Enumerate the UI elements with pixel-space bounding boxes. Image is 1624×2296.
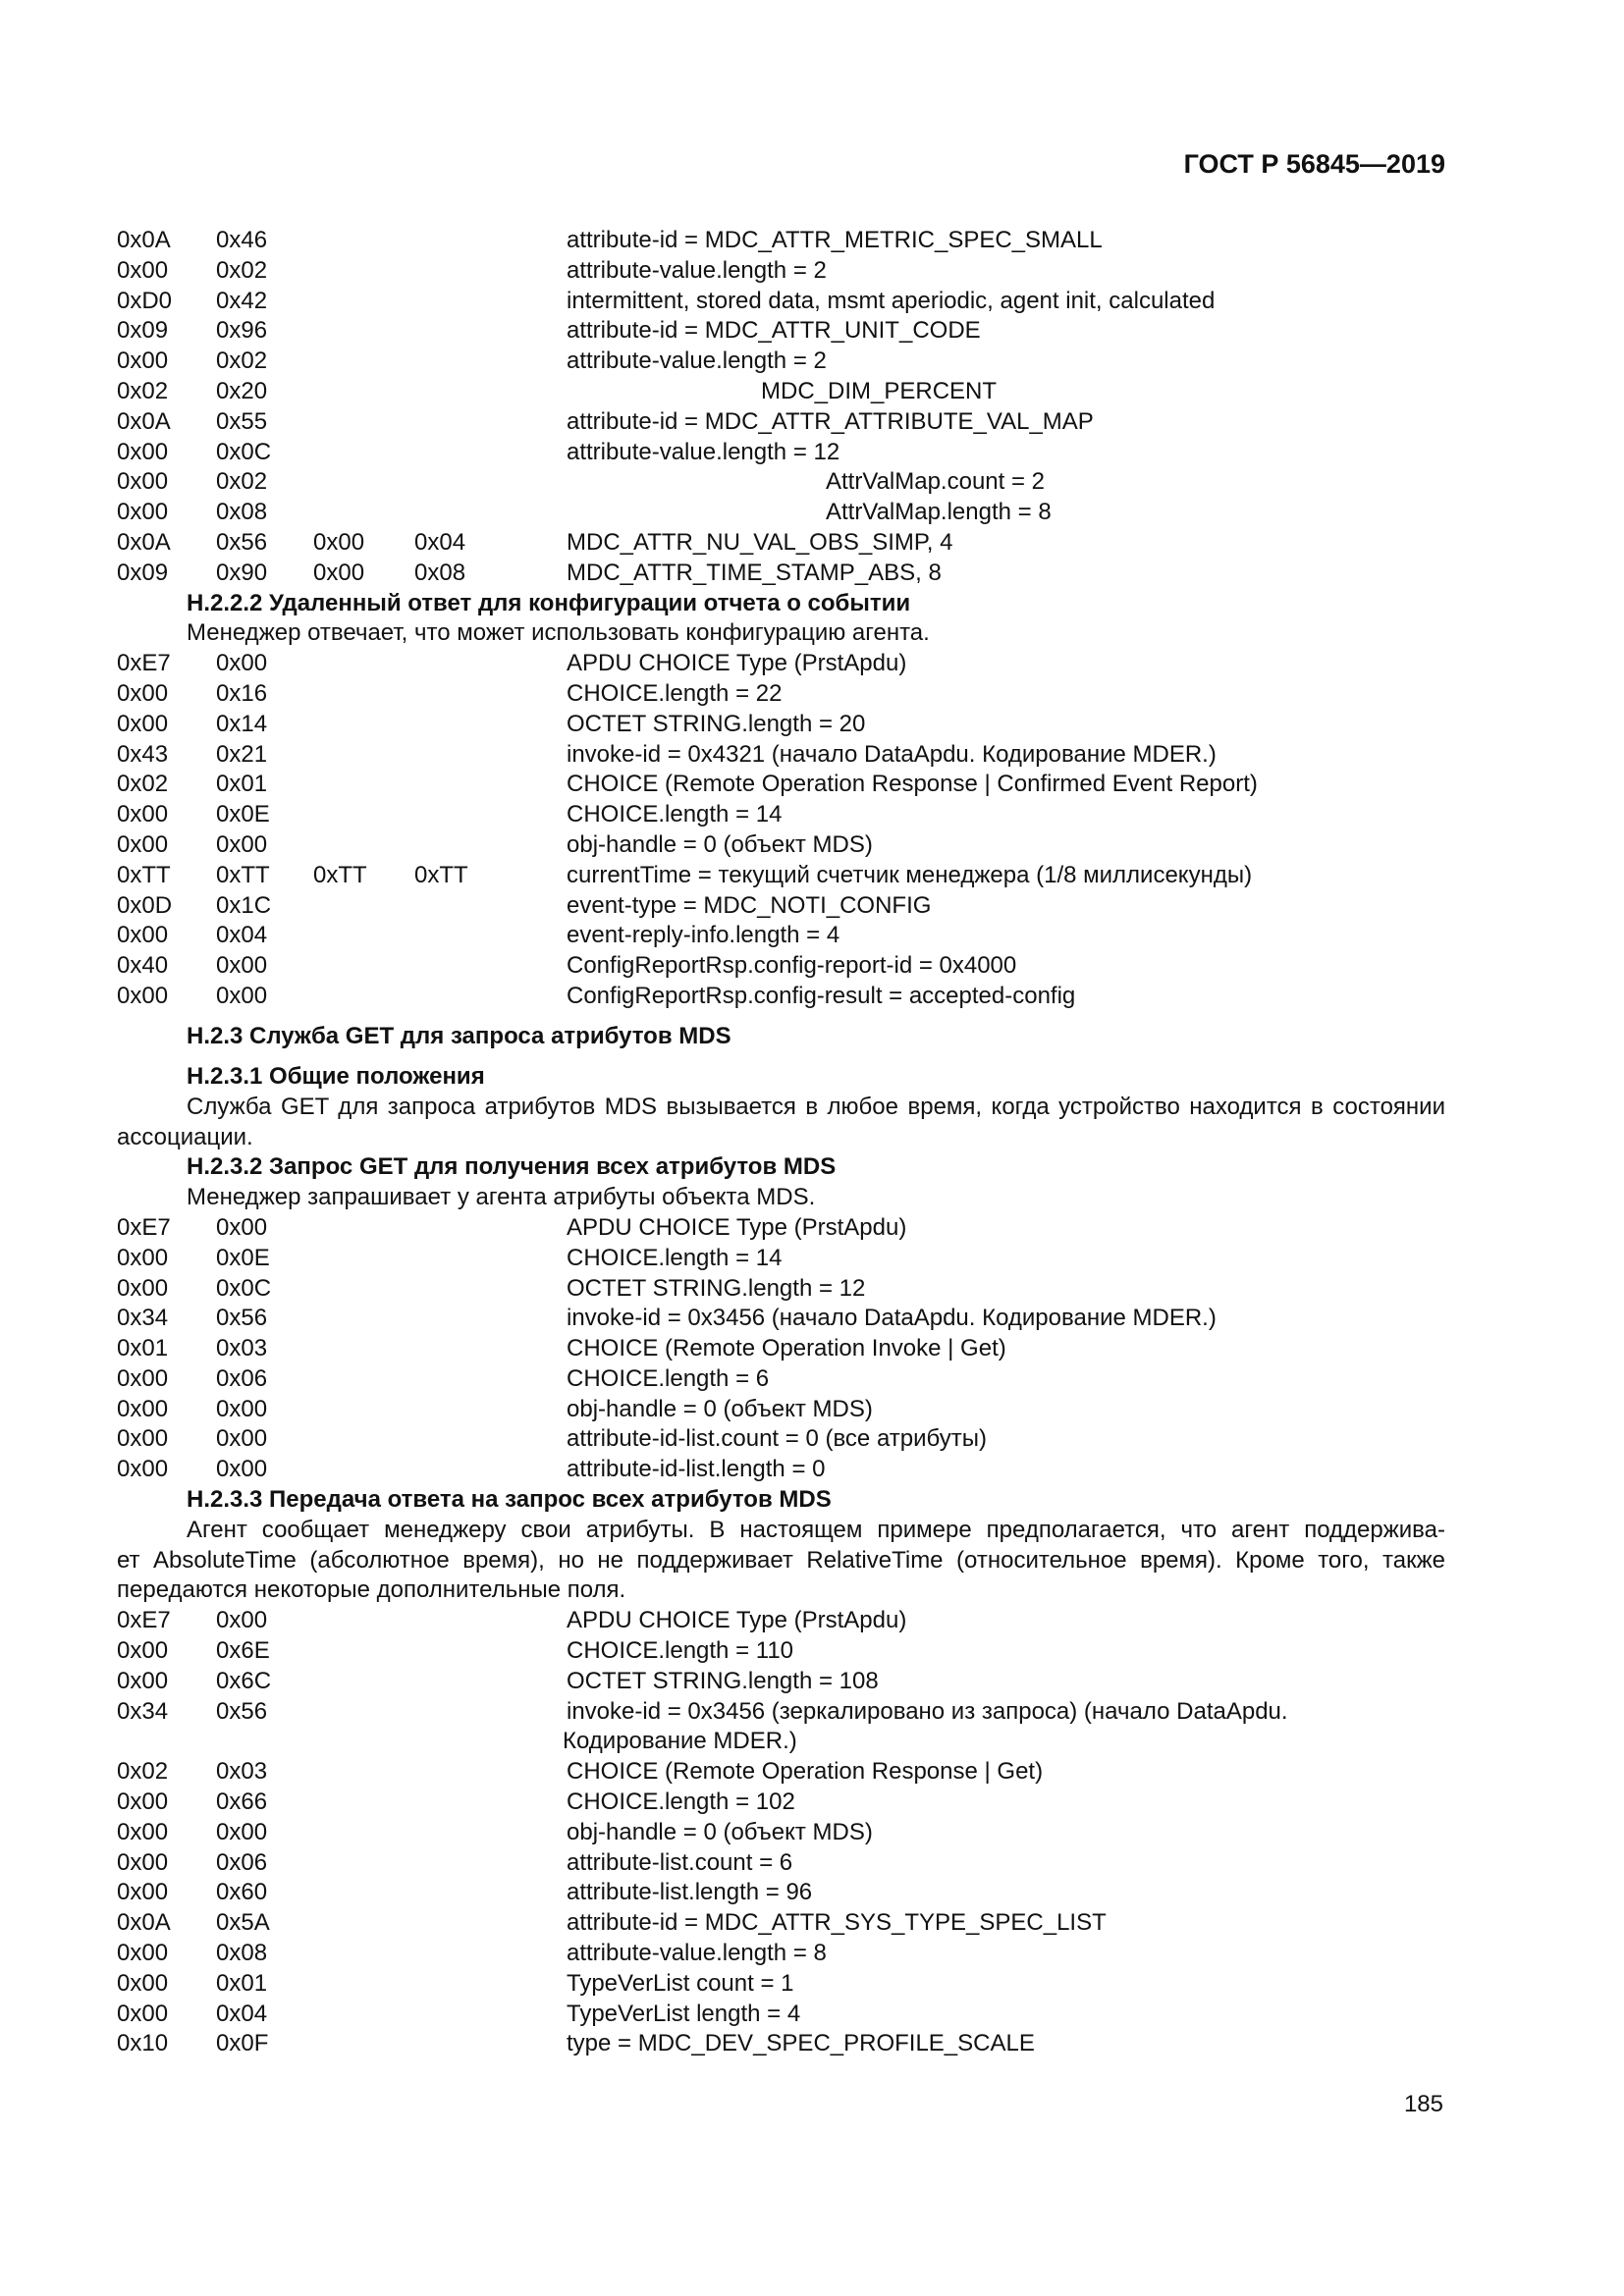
byte-description: attribute-id = MDC_ATTR_UNIT_CODE: [567, 317, 981, 345]
byte-row: [117, 861, 1445, 891]
byte-table-get-response: [117, 1606, 1445, 2059]
byte-2: 0x21: [216, 740, 268, 768]
section-paragraph: [117, 1516, 1445, 1606]
byte-1: 0x00: [117, 1667, 169, 1694]
byte-description: ConfigReportRsp.config-report-id = 0x4000: [567, 952, 1017, 980]
byte-description: MDC_ATTR_TIME_STAMP_ABS, 8: [567, 559, 942, 586]
byte-1: 0x00: [117, 1425, 169, 1453]
byte-row: [117, 438, 1445, 468]
byte-2: 0x00: [216, 650, 268, 677]
byte-2: 0x00: [216, 1456, 268, 1483]
byte-4: 0xTT: [414, 861, 468, 888]
byte-row: [117, 800, 1445, 830]
byte-row: [117, 982, 1445, 1012]
byte-2: 0x0C: [216, 1274, 272, 1302]
byte-1: 0x00: [117, 1395, 169, 1422]
byte-description: APDU CHOICE Type (PrstApdu): [567, 1607, 907, 1634]
byte-2: 0x55: [216, 407, 268, 435]
byte-1: 0x00: [117, 830, 169, 858]
byte-2: 0x00: [216, 982, 268, 1009]
section-heading-h-2-3-2: H.2.3.2 Запрос GET для получения всех атрибутов MDS: [187, 1153, 837, 1181]
byte-description: MDC_DIM_PERCENT: [761, 377, 998, 404]
byte-row: [117, 407, 1445, 438]
byte-2: 0x08: [216, 499, 268, 526]
byte-description: event-reply-info.length = 4: [567, 922, 840, 949]
section-heading-h-2-2-2: H.2.2.2 Удаленный ответ для конфигурации отчета о событии: [187, 589, 911, 616]
byte-2: 0x46: [216, 227, 268, 253]
byte-row: [117, 1424, 1445, 1455]
byte-row: [117, 1606, 1445, 1636]
byte-4: 0x04: [414, 528, 466, 556]
byte-description: ConfigReportRsp.config-result = accepted-config: [567, 982, 1076, 1009]
byte-description: OCTET STRING.length = 108: [567, 1667, 879, 1694]
byte-2: 0x6C: [216, 1667, 272, 1694]
byte-description: event-type = MDC_NOTI_CONFIG: [567, 891, 932, 919]
byte-description: TypeVerList count = 1: [567, 1969, 794, 1997]
byte-2: 0x42: [216, 287, 268, 314]
byte-1: 0xTT: [117, 861, 171, 888]
byte-row: [117, 1274, 1445, 1305]
byte-1: 0x00: [117, 1969, 169, 1997]
byte-description: CHOICE.length = 14: [567, 801, 783, 828]
byte-row: [117, 1788, 1445, 1818]
byte-1: 0x00: [117, 1244, 169, 1271]
byte-2: 0x1C: [216, 891, 272, 919]
byte-row: [117, 1304, 1445, 1334]
byte-1: 0x00: [117, 1456, 169, 1483]
byte-row: [117, 830, 1445, 861]
paragraph-line: Служба GET для запроса атрибутов MDS вызывается в любое время, когда устройство находится в состоянии: [187, 1093, 1445, 1120]
byte-2: 0x06: [216, 1364, 268, 1392]
byte-1: 0x40: [117, 952, 169, 980]
byte-description: attribute-value.length = 8: [567, 1940, 827, 1967]
byte-2: 0x00: [216, 1818, 268, 1845]
byte-row: [117, 1213, 1445, 1244]
byte-description: OCTET STRING.length = 12: [567, 1274, 866, 1302]
byte-row: [117, 1878, 1445, 1908]
byte-description: CHOICE.length = 22: [567, 679, 783, 707]
byte-1: 0xE7: [117, 650, 171, 677]
byte-2: 0x04: [216, 2000, 268, 2027]
byte-row: [117, 498, 1445, 528]
byte-description: attribute-id = MDC_ATTR_ATTRIBUTE_VAL_MAP: [567, 407, 1094, 435]
byte-2: 0x00: [216, 1607, 268, 1634]
byte-row: [117, 1364, 1445, 1395]
byte-2: 0x56: [216, 1697, 268, 1725]
byte-description: invoke-id = 0x3456 (зеркалировано из запроса) (начало DataApdu.: [567, 1697, 1288, 1725]
byte-description: type = MDC_DEV_SPEC_PROFILE_SCALE: [567, 2030, 1035, 2057]
byte-1: 0x02: [117, 771, 169, 798]
byte-2: 0x00: [216, 830, 268, 858]
byte-row: [117, 1757, 1445, 1788]
byte-1: 0x34: [117, 1697, 169, 1725]
byte-description: CHOICE (Remote Operation Invoke | Get): [567, 1335, 1006, 1362]
byte-2: 0x56: [216, 528, 268, 556]
byte-1: 0x00: [117, 1789, 169, 1816]
byte-row: [117, 1667, 1445, 1697]
byte-description: CHOICE (Remote Operation Response | Confirmed Event Report): [567, 771, 1258, 798]
byte-1: 0x43: [117, 740, 169, 768]
paragraph-line: ет AbsoluteTime (абсолютное время), но не поддерживает RelativeTime (относительное время). Кроме того, также: [117, 1546, 1445, 1574]
byte-1: 0x00: [117, 801, 169, 828]
byte-1: 0x00: [117, 922, 169, 949]
byte-description: attribute-value.length = 2: [567, 347, 827, 375]
byte-1: 0x02: [117, 377, 169, 404]
byte-description: intermittent, stored data, msmt aperiodic, agent init, calculated: [567, 287, 1216, 314]
byte-row: [117, 377, 1445, 407]
byte-2: 0x03: [216, 1758, 268, 1786]
byte-2: 0x5A: [216, 1909, 270, 1937]
byte-row: [117, 1848, 1445, 1879]
byte-row: [117, 1334, 1445, 1364]
byte-row: [117, 1697, 1445, 1728]
byte-description: CHOICE.length = 6: [567, 1364, 770, 1392]
byte-description: obj-handle = 0 (объект MDS): [567, 830, 873, 858]
byte-1: 0x0A: [117, 407, 171, 435]
byte-row: [117, 1818, 1445, 1848]
byte-row: [117, 649, 1445, 679]
byte-row: [117, 287, 1445, 317]
byte-description: attribute-list.count = 6: [567, 1848, 793, 1876]
byte-2: 0x14: [216, 710, 268, 737]
byte-row: [117, 921, 1445, 951]
byte-row: [117, 1455, 1445, 1485]
paragraph-line: передаются некоторые дополнительные поля.: [117, 1576, 626, 1604]
byte-row: [117, 951, 1445, 982]
byte-2: 0x16: [216, 679, 268, 707]
byte-row: [117, 316, 1445, 347]
byte-table-get-request: [117, 1213, 1445, 1485]
byte-description: attribute-list.length = 96: [567, 1879, 813, 1906]
byte-2: 0x00: [216, 952, 268, 980]
byte-2: 0x08: [216, 1940, 268, 1967]
byte-1: 0x00: [117, 1637, 169, 1665]
byte-2: 0xTT: [216, 861, 270, 888]
byte-1: 0x02: [117, 1758, 169, 1786]
byte-row: [117, 679, 1445, 710]
byte-1: 0x00: [117, 438, 169, 465]
byte-row: [117, 1727, 1445, 1757]
byte-description: attribute-value.length = 2: [567, 256, 827, 284]
byte-2: 0x01: [216, 1969, 268, 1997]
byte-1: 0xD0: [117, 287, 173, 314]
byte-description: CHOICE.length = 14: [567, 1244, 783, 1271]
byte-description: MDC_ATTR_NU_VAL_OBS_SIMP, 4: [567, 528, 953, 556]
byte-1: 0x00: [117, 1879, 169, 1906]
byte-4: 0x08: [414, 559, 466, 586]
byte-row: [117, 1636, 1445, 1667]
byte-2: 0x04: [216, 922, 268, 949]
byte-1: 0x00: [117, 347, 169, 375]
byte-description: AttrValMap.count = 2: [826, 468, 1046, 496]
byte-1: 0x00: [117, 499, 169, 526]
byte-2: 0x56: [216, 1305, 268, 1332]
byte-2: 0x06: [216, 1848, 268, 1876]
byte-row: [117, 528, 1445, 559]
byte-2: 0x90: [216, 559, 268, 586]
byte-row: [117, 1939, 1445, 1969]
byte-1: 0x00: [117, 1940, 169, 1967]
page-number: 185: [1403, 2091, 1443, 2117]
byte-description: currentTime = текущий счетчик менеджера (1/8 миллисекунды): [567, 861, 1253, 888]
byte-2: 0x00: [216, 1425, 268, 1453]
byte-2: 0x02: [216, 347, 268, 375]
byte-1: 0x00: [117, 256, 169, 284]
section-heading-h-2-3-1: H.2.3.1 Общие положения: [187, 1062, 485, 1090]
byte-1: 0x00: [117, 1848, 169, 1876]
byte-description: CHOICE.length = 102: [567, 1789, 795, 1816]
byte-description: AttrValMap.length = 8: [826, 499, 1052, 526]
byte-2: 0x0E: [216, 801, 270, 828]
byte-description: attribute-id = MDC_ATTR_SYS_TYPE_SPEC_LIST: [567, 1909, 1107, 1937]
byte-row: [117, 2029, 1445, 2059]
byte-table-event-report: [117, 649, 1445, 1012]
byte-1: 0xE7: [117, 1607, 171, 1634]
byte-1: 0x0D: [117, 891, 173, 919]
byte-2: 0x02: [216, 256, 268, 284]
byte-3: 0x00: [313, 559, 365, 586]
byte-1: 0x0A: [117, 528, 171, 556]
section-heading-h-2-3-3: H.2.3.3 Передача ответа на запрос всех атрибутов MDS: [187, 1486, 832, 1514]
byte-1: 0x34: [117, 1305, 169, 1332]
byte-2: 0x96: [216, 317, 268, 345]
byte-description: invoke-id = 0x3456 (начало DataApdu. Кодирование MDER.): [567, 1305, 1217, 1332]
byte-2: 0x03: [216, 1335, 268, 1362]
byte-description: APDU CHOICE Type (PrstApdu): [567, 650, 907, 677]
byte-row: [117, 710, 1445, 740]
byte-1: 0x10: [117, 2030, 169, 2057]
byte-1: 0x00: [117, 1274, 169, 1302]
byte-description: OCTET STRING.length = 20: [567, 710, 866, 737]
byte-row: [117, 559, 1445, 589]
byte-2: 0x66: [216, 1789, 268, 1816]
byte-row: [117, 2000, 1445, 2030]
byte-1: 0xE7: [117, 1213, 171, 1241]
byte-2: 0x00: [216, 1213, 268, 1241]
byte-row: [117, 467, 1445, 498]
byte-description: CHOICE.length = 110: [567, 1637, 794, 1665]
byte-3: 0x00: [313, 528, 365, 556]
byte-row: [117, 226, 1445, 256]
byte-1: 0x00: [117, 679, 169, 707]
byte-2: 0x0E: [216, 1244, 270, 1271]
byte-row: [117, 1908, 1445, 1939]
byte-description: attribute-id-list.count = 0 (все атрибуты): [567, 1425, 987, 1453]
byte-2: 0x20: [216, 377, 268, 404]
byte-row: [117, 891, 1445, 922]
byte-row: [117, 1244, 1445, 1274]
byte-row: [117, 1395, 1445, 1425]
byte-1: 0x09: [117, 559, 169, 586]
byte-description: attribute-id-list.length = 0: [567, 1456, 826, 1483]
byte-1: 0x00: [117, 1364, 169, 1392]
document-id: ГОСТ Р 56845—2019: [1183, 149, 1445, 179]
byte-description: obj-handle = 0 (объект MDS): [567, 1818, 873, 1845]
byte-2: 0x02: [216, 468, 268, 496]
byte-row: [117, 740, 1445, 771]
byte-2: 0x60: [216, 1879, 268, 1906]
byte-1: 0x0A: [117, 227, 171, 253]
byte-description: APDU CHOICE Type (PrstApdu): [567, 1213, 907, 1241]
byte-1: 0x01: [117, 1335, 169, 1362]
byte-2: 0x00: [216, 1395, 268, 1422]
page-content: [117, 226, 1445, 2059]
byte-1: 0x09: [117, 317, 169, 345]
byte-1: 0x00: [117, 982, 169, 1009]
byte-2: 0x01: [216, 771, 268, 798]
byte-1: 0x00: [117, 468, 169, 496]
section-paragraph: [117, 1093, 1445, 1153]
byte-row: [117, 256, 1445, 287]
byte-description: Кодирование MDER.): [563, 1728, 797, 1755]
paragraph-line: ассоциации.: [117, 1123, 253, 1150]
section-intro: Менеджер отвечает, что может использовать конфигурацию агента.: [187, 619, 930, 647]
byte-description: CHOICE (Remote Operation Response | Get): [567, 1758, 1044, 1786]
paragraph-line: Агент сообщает менеджеру свои атрибуты. В настоящем примере предполагается, что агент поддержива-: [187, 1516, 1445, 1543]
byte-1: 0x00: [117, 2000, 169, 2027]
byte-3: 0xTT: [313, 861, 367, 888]
byte-1: 0x00: [117, 1818, 169, 1845]
byte-1: 0x0A: [117, 1909, 171, 1937]
byte-description: attribute-value.length = 12: [567, 438, 840, 465]
byte-1: 0x00: [117, 710, 169, 737]
byte-2: 0x0C: [216, 438, 272, 465]
byte-description: invoke-id = 0x4321 (начало DataApdu. Кодирование MDER.): [567, 740, 1217, 768]
byte-description: attribute-id = MDC_ATTR_METRIC_SPEC_SMALL: [567, 227, 1103, 253]
byte-row: [117, 347, 1445, 377]
byte-row: [117, 1969, 1445, 2000]
byte-description: obj-handle = 0 (объект MDS): [567, 1395, 873, 1422]
section-intro: Менеджер запрашивает у агента атрибуты объекта MDS.: [187, 1184, 816, 1211]
byte-row: [117, 770, 1445, 800]
byte-table-config: [117, 226, 1445, 589]
section-heading-h-2-3: H.2.3 Служба GET для запроса атрибутов MDS: [187, 1022, 731, 1049]
byte-description: TypeVerList length = 4: [567, 2000, 801, 2027]
byte-2: 0x0F: [216, 2030, 269, 2057]
byte-2: 0x6E: [216, 1637, 270, 1665]
